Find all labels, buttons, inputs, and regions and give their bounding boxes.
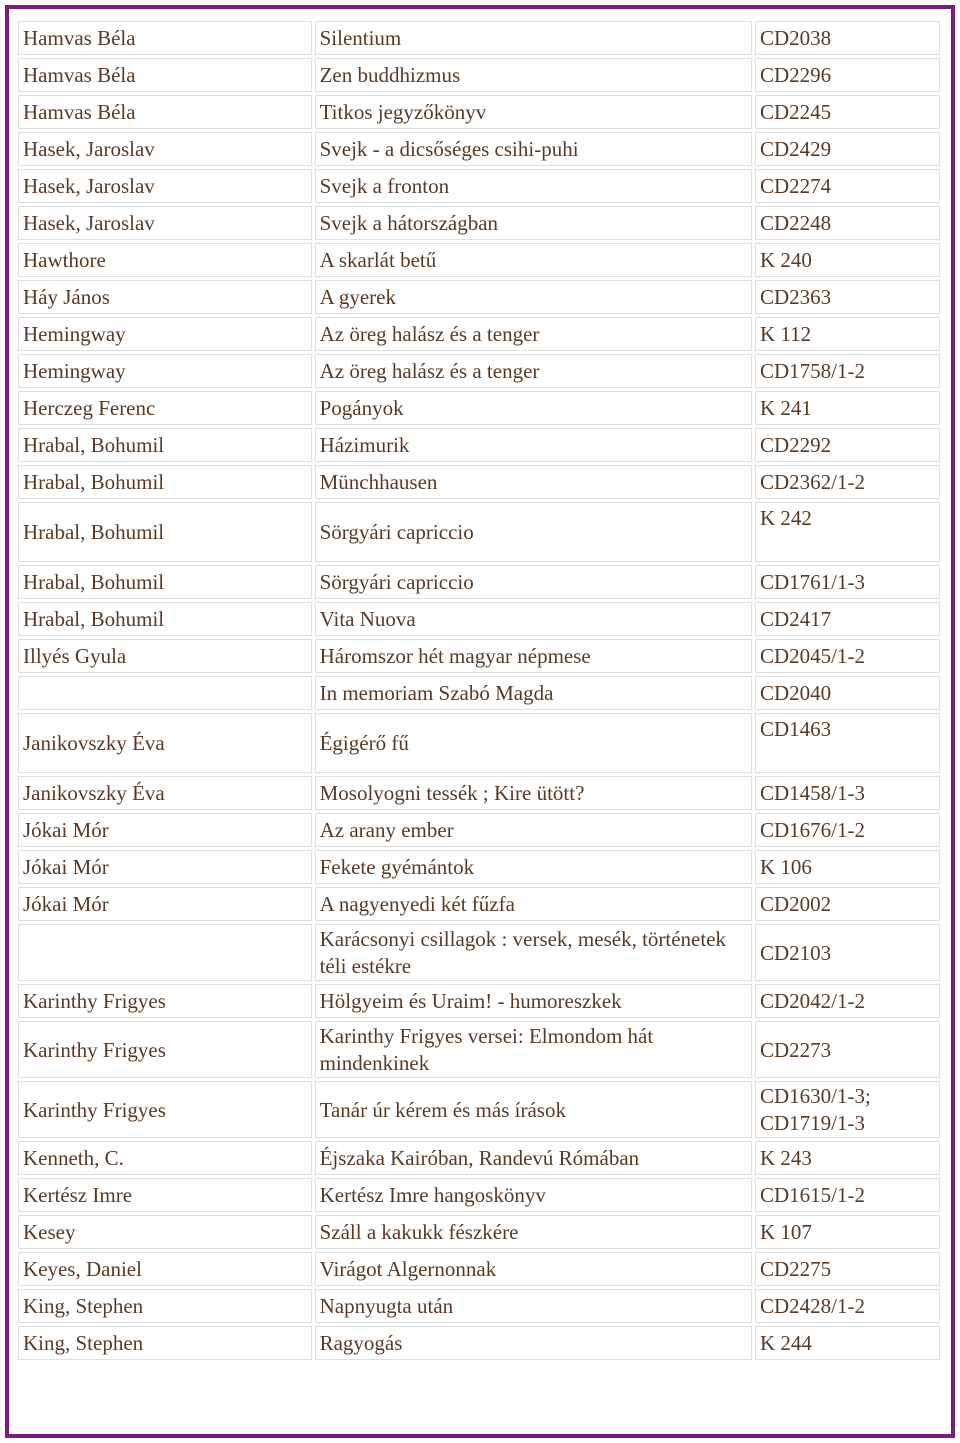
title-cell: Házimurik (315, 428, 752, 462)
title-cell: Ragyogás (315, 1326, 752, 1360)
title-cell: Fekete gyémántok (315, 850, 752, 884)
table-row (18, 169, 940, 203)
title-cell: Svejk a fronton (315, 169, 752, 203)
table-row (18, 1081, 940, 1138)
code-cell: CD1676/1-2 (755, 813, 940, 847)
code-cell: CD1458/1-3 (755, 776, 940, 810)
table-row (18, 1021, 940, 1078)
author-cell: King, Stephen (18, 1289, 312, 1323)
table-row (18, 95, 940, 129)
title-cell: Kertész Imre hangoskönyv (315, 1178, 752, 1212)
title-cell: Svejk a hátországban (315, 206, 752, 240)
author-cell: Hasek, Jaroslav (18, 169, 312, 203)
author-cell: Hamvas Béla (18, 58, 312, 92)
author-cell: Kertész Imre (18, 1178, 312, 1212)
title-cell: Svejk - a dicsőséges csihi-puhi (315, 132, 752, 166)
author-cell: Hasek, Jaroslav (18, 132, 312, 166)
title-cell: A nagyenyedi két fűzfa (315, 887, 752, 921)
code-cell: K 240 (755, 243, 940, 277)
table-row (18, 58, 940, 92)
code-cell: CD2429 (755, 132, 940, 166)
code-cell: CD2038 (755, 21, 940, 55)
code-cell: K 106 (755, 850, 940, 884)
author-cell: Háy János (18, 280, 312, 314)
table-row (18, 1252, 940, 1286)
table-row (18, 206, 940, 240)
table-row (18, 354, 940, 388)
author-cell: Kenneth, C. (18, 1141, 312, 1175)
author-cell: Hamvas Béla (18, 95, 312, 129)
code-cell: CD2417 (755, 602, 940, 636)
author-cell: Hrabal, Bohumil (18, 428, 312, 462)
table-row (18, 1289, 940, 1323)
table-row (18, 850, 940, 884)
code-cell: CD2292 (755, 428, 940, 462)
code-cell: K 241 (755, 391, 940, 425)
title-cell: In memoriam Szabó Magda (315, 676, 752, 710)
author-cell: Hamvas Béla (18, 21, 312, 55)
title-cell: Silentium (315, 21, 752, 55)
code-cell: CD2275 (755, 1252, 940, 1286)
author-cell: Herczeg Ferenc (18, 391, 312, 425)
code-cell: CD1761/1-3 (755, 565, 940, 599)
author-cell: Hrabal, Bohumil (18, 565, 312, 599)
table-row (18, 317, 940, 351)
title-cell: Az arany ember (315, 813, 752, 847)
table-row (18, 243, 940, 277)
author-cell: King, Stephen (18, 1326, 312, 1360)
table-row (18, 428, 940, 462)
table-row (18, 639, 940, 673)
code-cell: CD1463 (755, 713, 940, 773)
code-cell: K 107 (755, 1215, 940, 1249)
author-cell: Janikovszky Éva (18, 713, 312, 773)
table-row (18, 132, 940, 166)
author-cell: Janikovszky Éva (18, 776, 312, 810)
table-row (18, 924, 940, 981)
title-cell: A skarlát betű (315, 243, 752, 277)
title-cell: Sörgyári capriccio (315, 502, 752, 562)
table-row (18, 713, 940, 773)
code-cell: CD2103 (755, 924, 940, 981)
code-cell: CD2040 (755, 676, 940, 710)
table-row (18, 502, 940, 562)
code-cell: CD2042/1-2 (755, 984, 940, 1018)
title-cell: Az öreg halász és a tenger (315, 317, 752, 351)
author-cell: Jókai Mór (18, 887, 312, 921)
table-row (18, 21, 940, 55)
author-cell: Karinthy Frigyes (18, 1081, 312, 1138)
title-cell: A gyerek (315, 280, 752, 314)
code-cell: CD2428/1-2 (755, 1289, 940, 1323)
title-cell: Karinthy Frigyes versei: Elmondom hát mindenkinek (315, 1021, 752, 1078)
title-cell: Száll a kakukk fészkére (315, 1215, 752, 1249)
table-row (18, 1178, 940, 1212)
author-cell: Jókai Mór (18, 813, 312, 847)
title-cell: Karácsonyi csillagok : versek, mesék, történetek téli estékre (315, 924, 752, 981)
author-cell: Jókai Mór (18, 850, 312, 884)
author-cell: Karinthy Frigyes (18, 1021, 312, 1078)
title-cell: Pogányok (315, 391, 752, 425)
title-cell: Virágot Algernonnak (315, 1252, 752, 1286)
code-cell: K 242 (755, 502, 940, 562)
author-cell: Hasek, Jaroslav (18, 206, 312, 240)
code-cell: CD2273 (755, 1021, 940, 1078)
code-cell: CD2248 (755, 206, 940, 240)
author-cell: Karinthy Frigyes (18, 984, 312, 1018)
author-cell: Illyés Gyula (18, 639, 312, 673)
title-cell: Háromszor hét magyar népmese (315, 639, 752, 673)
table-row (18, 984, 940, 1018)
table-row (18, 1326, 940, 1360)
code-cell: CD2363 (755, 280, 940, 314)
table-row (18, 280, 940, 314)
code-cell: CD1630/1-3; CD1719/1-3 (755, 1081, 940, 1138)
code-cell: K 112 (755, 317, 940, 351)
code-cell: CD1758/1-2 (755, 354, 940, 388)
author-cell: Hemingway (18, 317, 312, 351)
title-cell: Zen buddhizmus (315, 58, 752, 92)
author-cell: Hrabal, Bohumil (18, 502, 312, 562)
table-row (18, 676, 940, 710)
title-cell: Az öreg halász és a tenger (315, 354, 752, 388)
author-cell: Keyes, Daniel (18, 1252, 312, 1286)
author-cell (18, 676, 312, 710)
title-cell: Tanár úr kérem és más írások (315, 1081, 752, 1138)
author-cell: Hawthore (18, 243, 312, 277)
code-cell: K 244 (755, 1326, 940, 1360)
title-cell: Napnyugta után (315, 1289, 752, 1323)
title-cell: Hölgyeim és Uraim! - humoreszkek (315, 984, 752, 1018)
title-cell: Éjszaka Kairóban, Randevú Rómában (315, 1141, 752, 1175)
table-row (18, 887, 940, 921)
title-cell: Égigérő fű (315, 713, 752, 773)
table-row (18, 565, 940, 599)
author-cell: Hrabal, Bohumil (18, 602, 312, 636)
author-cell: Kesey (18, 1215, 312, 1249)
code-cell: CD2362/1-2 (755, 465, 940, 499)
author-cell: Hrabal, Bohumil (18, 465, 312, 499)
table-row (18, 602, 940, 636)
title-cell: Vita Nuova (315, 602, 752, 636)
title-cell: Münchhausen (315, 465, 752, 499)
title-cell: Mosolyogni tessék ; Kire ütött? (315, 776, 752, 810)
author-cell (18, 924, 312, 981)
code-cell: K 243 (755, 1141, 940, 1175)
author-cell: Hemingway (18, 354, 312, 388)
code-cell: CD2245 (755, 95, 940, 129)
code-cell: CD2002 (755, 887, 940, 921)
table-row (18, 813, 940, 847)
catalog-table (15, 18, 943, 1363)
table-row (18, 391, 940, 425)
table-row (18, 465, 940, 499)
table-row (18, 1215, 940, 1249)
title-cell: Titkos jegyzőkönyv (315, 95, 752, 129)
code-cell: CD2296 (755, 58, 940, 92)
table-row (18, 776, 940, 810)
table-row (18, 1141, 940, 1175)
code-cell: CD2274 (755, 169, 940, 203)
code-cell: CD2045/1-2 (755, 639, 940, 673)
code-cell: CD1615/1-2 (755, 1178, 940, 1212)
title-cell: Sörgyári capriccio (315, 565, 752, 599)
